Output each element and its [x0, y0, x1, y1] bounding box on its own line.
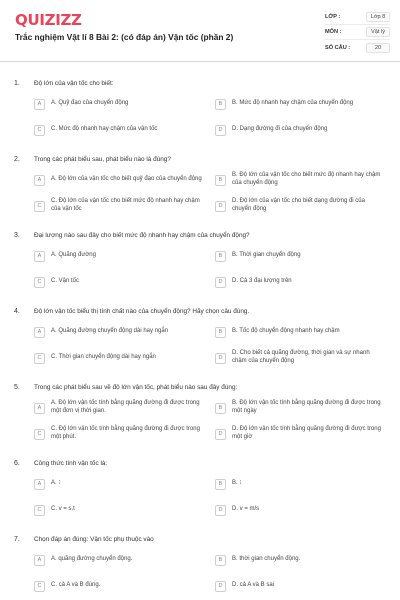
option-text: D. cả A và B sai [232, 582, 275, 589]
answer-option[interactable] [215, 423, 385, 445]
option-letter-box: D [215, 125, 226, 136]
answer-option[interactable] [215, 397, 385, 419]
answer-option[interactable] [215, 195, 385, 217]
question-number: 1. [14, 80, 20, 87]
question-number: 5. [14, 384, 20, 391]
option-text: C. v = s.t [51, 506, 75, 513]
option-text: B. Mức độ nhanh hay chậm của chuyển động [232, 100, 354, 107]
option-letter-box: B [215, 555, 226, 566]
meta-label: MÔN : [325, 29, 342, 35]
option-letter-box: A [34, 175, 45, 186]
option-letter-box: D [215, 581, 226, 592]
meta-row-subject [325, 25, 390, 40]
answer-option[interactable] [34, 321, 204, 343]
meta-value: 20 [366, 43, 390, 53]
option-letter-box: A [34, 251, 45, 262]
option-text: C. Vận tốc [51, 278, 80, 285]
option-text: B. Thời gian chuyển động [232, 252, 301, 259]
meta-value: Vật lý [366, 27, 390, 37]
worksheet-header [0, 0, 400, 62]
option-text: D. Cho biết cả quãng đường, thời gian và sự nhanh chậm của chuyển động [232, 350, 370, 364]
answer-option[interactable] [34, 245, 204, 267]
option-letter-box: D [215, 201, 226, 212]
option-letter-box: A [34, 479, 45, 490]
option-text: C. Mức độ nhanh hay chậm của vận tốc [51, 126, 158, 133]
answer-option[interactable] [215, 473, 385, 495]
meta-value: Lớp 8 [366, 12, 390, 22]
question-number: 6. [14, 460, 20, 467]
answer-option[interactable] [34, 271, 204, 293]
question-text: Độ lớn của vận tốc cho biết: [34, 80, 114, 87]
answer-option[interactable] [34, 347, 204, 369]
question-text: Chọn đáp án đúng: Vận tốc phụ thuộc vào [34, 536, 154, 543]
option-text: C. Thời gian chuyển động dài hay ngắn [51, 354, 156, 361]
answer-option[interactable] [34, 549, 204, 571]
question-text: Trong các phát biểu sau, phát biểu nào là đúng? [34, 156, 171, 163]
worksheet-title: Trắc nghiệm Vật lí 8 Bài 2: (có đáp án) Vận tốc (phần 2) [15, 32, 234, 42]
option-text: D. Dạng đường đi của chuyển động [232, 126, 328, 133]
question-text: Đại lượng nào sau đây cho biết mức độ nhanh hay chậm của chuyển động? [34, 232, 250, 239]
answer-option[interactable] [34, 423, 204, 445]
question-item [0, 528, 400, 600]
question-item [0, 224, 400, 300]
option-letter-box: D [215, 429, 226, 440]
option-letter-box: D [215, 353, 226, 364]
question-number: 4. [14, 308, 20, 315]
answer-option[interactable] [34, 575, 204, 597]
question-item [0, 300, 400, 376]
option-letter-box: B [215, 175, 226, 186]
option-text: A. Quãng đường chuyển động dài hay ngắn [51, 328, 169, 335]
answer-option[interactable] [215, 321, 385, 343]
answer-option[interactable] [34, 169, 204, 191]
option-text: A. Quỹ đạo của chuyển động [51, 100, 129, 107]
option-text: A. Độ lớn vận tốc tính bằng quãng đường đi được trong một đơn vị thời gian. [51, 400, 200, 414]
question-text: Công thức tính vận tốc là: [34, 460, 108, 467]
question-text: Trong các phát biểu sau về độ lớn vận tốc, phát biểu nào sau đây đúng: [34, 384, 238, 391]
question-number: 3. [14, 232, 20, 239]
option-letter-box: C [34, 353, 45, 364]
question-item [0, 452, 400, 528]
answer-option[interactable] [215, 499, 385, 521]
option-letter-box: A [34, 555, 45, 566]
answer-option[interactable] [215, 347, 385, 369]
option-letter-box: A [34, 327, 45, 338]
option-text: C. Độ lớn vận tốc tính bằng quãng đường đi được trong một phút. [51, 426, 200, 440]
answer-option[interactable] [215, 119, 385, 141]
option-letter-box: C [34, 429, 45, 440]
option-letter-box: A [34, 99, 45, 110]
option-letter-box: C [34, 277, 45, 288]
meta-label: LỚP : [325, 14, 341, 20]
option-text: A. quãng đường chuyển động. [51, 556, 133, 563]
meta-label: SỐ CÂU : [325, 44, 351, 51]
option-letter-box: B [215, 327, 226, 338]
option-letter-box: A [34, 403, 45, 414]
question-text: Độ lớn vận tốc biểu thị tính chất nào của chuyển động? Hãy chọn câu đúng. [34, 308, 250, 315]
option-text: A. Độ lớn của vận tốc cho biết quỹ đạo của chuyển động [51, 176, 202, 183]
option-text: B. Độ lớn vận tốc tính bằng quãng đường đi được trong một ngày [232, 400, 381, 414]
option-text: D. Cả 3 đại lượng trên [232, 278, 292, 285]
option-text: B. Tốc độ chuyển động nhanh hay chậm [232, 328, 340, 335]
option-letter-box: B [215, 403, 226, 414]
answer-option[interactable] [215, 93, 385, 115]
answer-option[interactable] [34, 119, 204, 141]
answer-option[interactable] [34, 397, 204, 419]
worksheet-meta [325, 10, 390, 55]
option-text: D. Độ lớn của vận tốc cho biết dạng đường đi của chuyển động [232, 198, 365, 212]
answer-option[interactable] [215, 169, 385, 191]
question-item [0, 376, 400, 452]
answer-option[interactable] [215, 549, 385, 571]
option-letter-box: C [34, 581, 45, 592]
meta-row-question-count [325, 40, 390, 55]
option-letter-box: D [215, 277, 226, 288]
option-letter-box: C [34, 505, 45, 516]
question-number: 2. [14, 156, 20, 163]
option-text: B. Độ lớn của vận tốc cho biết mức độ nhanh hay chậm của chuyển động [232, 172, 381, 186]
option-text: C. cả A và B đúng. [51, 582, 101, 589]
answer-option[interactable] [34, 473, 204, 495]
option-text: A. ⁝ [51, 480, 61, 487]
question-list [0, 72, 400, 600]
option-letter-box: C [34, 201, 45, 212]
question-item [0, 72, 400, 148]
answer-option[interactable] [34, 499, 204, 521]
option-letter-box: B [215, 99, 226, 110]
option-text: B. thời gian chuyển động. [232, 556, 301, 563]
answer-option[interactable] [215, 575, 385, 597]
option-letter-box: B [215, 251, 226, 262]
option-text: C. Độ lớn của vận tốc cho biết mức độ nhanh hay chậm của vận tốc [51, 198, 200, 212]
answer-option[interactable] [215, 271, 385, 293]
option-letter-box: B [215, 479, 226, 490]
answer-option[interactable] [34, 195, 204, 217]
option-text: B. ⁝ [232, 480, 242, 487]
question-item [0, 148, 400, 224]
option-letter-box: D [215, 505, 226, 516]
meta-row-class [325, 10, 390, 25]
question-number: 7. [14, 536, 20, 543]
option-text: D. Độ lớn vận tốc tính bằng quãng đường đi được trong một giờ [232, 426, 381, 440]
option-letter-box: C [34, 125, 45, 136]
answer-option[interactable] [34, 93, 204, 115]
answer-option[interactable] [215, 245, 385, 267]
option-text: A. Quãng đường [51, 252, 96, 259]
quizizz-logo: QUIZIZZ [15, 11, 82, 29]
option-text: D. v = m/s [232, 506, 260, 513]
